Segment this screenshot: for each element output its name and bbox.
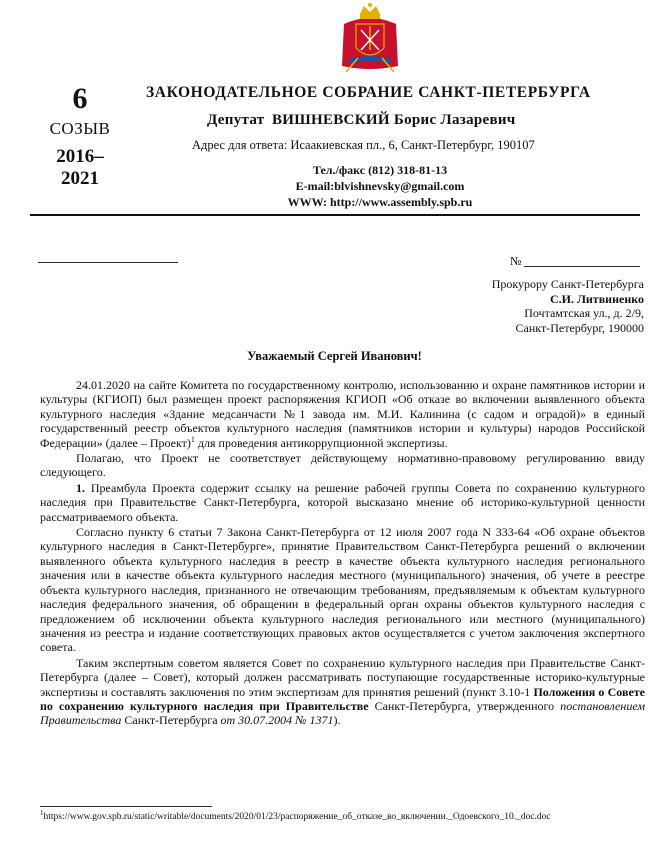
recipient-position: Прокурору Санкт-Петербурга (491, 277, 644, 291)
reply-address: Адрес для ответа: Исаакиевская пл., 6, Санкт-Петербург, 190107 (192, 138, 535, 152)
convocation-block (40, 82, 120, 190)
header-divider (30, 214, 640, 216)
recipient-block (492, 277, 644, 335)
deputy-line (207, 112, 516, 129)
email: E-mail:blvishnevsky@gmail.com (295, 179, 465, 193)
recipient-name: С.И. Литвиненко (549, 291, 644, 306)
deputy-label: Депутат (207, 112, 265, 128)
regulation-act: постановлением Правительства (40, 698, 645, 728)
paragraph-5: Таким экспертным советом является Совет по сохранению культурного наследия при Правительстве Санкт-Петербурга (далее – Совет), который должен рассматривать поступающие государственные историко-культурные экспертизы и составлять заключения по этим экспертизам для принятия решений (пункт 3.10-1 Положения о Совете по сохранению культурного наследия при Правительстве Санкт-Петербурга, утвержденного постановлением Правительства Санкт-Петербурга от 30.07.2004 № 1371). (40, 655, 645, 728)
recipient-city: Санкт-Петербург, 190000 (515, 320, 644, 335)
letter-body (40, 378, 645, 729)
convocation-number: 6 (72, 82, 88, 115)
footnote (40, 808, 645, 823)
number-label: № (510, 254, 522, 268)
footnote-divider (40, 806, 212, 807)
point-number: 1. (76, 480, 85, 495)
convocation-word: СОЗЫВ (49, 119, 111, 138)
assembly-title: ЗАКОНОДАТЕЛЬНОЕ СОБРАНИЕ САНКТ-ПЕТЕРБУРГА (146, 84, 591, 101)
paragraph-4: Согласно пункту 6 статьи 7 Закона Санкт-Петербурга от 12 июля 2007 года N 333-64 «Об охране объектов культурного наследия в Санкт-Петербурге», принятие Правительством Санкт-Петербурга решений о включении выявленного объекта культурного наследия в реестр в качестве объекта культурного наследия регионального значения или в качестве объекта культурного наследия местного (муниципального) значения, об учете в реестре объекта культурного наследия, признанного не отвечающим требованиям, предъявляемым к объектам культурного наследия федерального значения, об обращении в федеральный орган охраны объектов культурного наследия с предложением об исключении объекта культурного наследия регионального или местного (муниципального) значения из реестра и издание соответствующих правовых актов осуществляется с учетом заключения экспертного совета. (40, 525, 645, 655)
regulation-date: от 30.07.2004 № 1371 (220, 713, 334, 728)
footnote-link[interactable]: https://www.gov.spb.ru/static/writable/documents/2020/01/23/распоряжение_об_отказе_во_включении._Одоевского_10._doc.doc (43, 812, 551, 822)
recipient-street: Почтамтская ул., д. 2/9, (524, 306, 644, 320)
salutation: Уважаемый Сергей Иванович! (247, 349, 422, 363)
regulation-title: Положения о Совете по сохранению культурного наследия при Правительстве (40, 684, 645, 713)
number-blank-line (524, 266, 640, 267)
contact-block (280, 162, 480, 210)
date-blank-line (38, 262, 178, 263)
paragraph-2: Полагаю, что Проект не соответствует действующему нормативно-правовому регулированию ввиду следующего. (40, 451, 645, 480)
phone-fax: Тел./факс (812) 318-81-13 (312, 163, 448, 177)
deputy-name: ВИШНЕВСКИЙ Борис Лазаревич (271, 112, 516, 128)
website: WWW: http://www.assembly.spb.ru (287, 195, 473, 209)
convocation-years: 2016– 2021 (56, 146, 104, 189)
footnote-marker: 1 (40, 808, 44, 817)
paragraph-3: 1. Преамбула Проекта содержит ссылку на решение рабочей группы Совета по сохранению культурного наследия при Правительстве Санкт-Петербурга, которой высказано мнение об историко-культурной ценности рассматриваемого объекта. (40, 480, 645, 524)
paragraph-1: 24.01.2020 на сайте Комитета по государственному контролю, использованию и охране памятников истории и культуры (КГИОП) был размещен проект распоряжения КГИОП «Об отказе во включении выявленного объекта культурного наследия «Здание медсанчасти №1 завода им. М.И. Калинина (с садом и оградой)» в единый государственный реестр объектов культурного наследия (памятников истории и культуры) народов Российской Федерации» (далее – Проект)$^1$ для проведения антикоррупционной экспертизы. (40, 378, 645, 450)
footnote-ref: 1 (190, 434, 195, 444)
st-petersburg-emblem-icon (340, 2, 400, 78)
